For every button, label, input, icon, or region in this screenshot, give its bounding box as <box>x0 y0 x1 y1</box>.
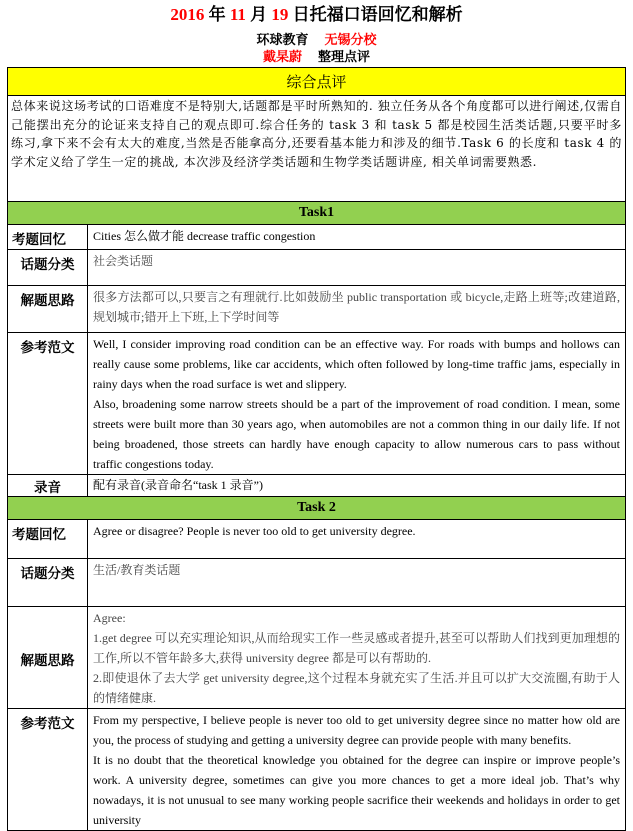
task2-approach-l2: 1.get degree 可以充实理论知识,从而给现实工作一些灵感或者提升,甚至可以帮助人们找到更加理想的工作,所以不管年龄多大,获得 university degree 都是可以有帮助的. <box>93 631 620 665</box>
task1-recall: Cities 怎么做才能 decrease traffic congestion <box>88 225 626 250</box>
title-year: 2016 <box>170 5 205 24</box>
task1-recording-row <box>8 475 626 497</box>
content-table <box>7 67 626 831</box>
task1-recording-label: 录音 <box>8 475 88 497</box>
task1-header-row <box>8 202 626 225</box>
title-rest: 日托福口语回忆和解析 <box>288 5 463 24</box>
task1-sample-label: 参考范文 <box>8 333 88 475</box>
branch-name: 无锡分校 <box>324 33 377 48</box>
author-line <box>0 50 633 66</box>
org-name: 环球教育 <box>256 33 309 48</box>
task2-approach <box>88 607 626 709</box>
task2-sample-p2: It is no doubt that the theoretical knowledge you obtained for the degree can inspire or improve people’s work. A university degree, sometimes can give you more chances to get a more ideal job. That’s why nowadays, it is not unusual to see many working people sacrifice their weekends and holidays in order to get university <box>93 753 620 827</box>
task1-sample-p2: Also, broadening some narrow streets should be a part of the improvement of road condition. I mean, some streets were built more than 30 years ago, when automobiles are not a common thing in our daily life. If not being broadened, those streets can hardly have enough capacity to allow numerous cars to pass without traffic congestions today. <box>93 397 620 471</box>
task1-category-row <box>8 250 626 286</box>
title-nian: 年 <box>204 5 230 24</box>
task2-recall-row <box>8 520 626 559</box>
task1-recall-label: 考题回忆 <box>8 225 88 250</box>
task2-header-row <box>8 497 626 520</box>
document-title <box>0 4 633 26</box>
task2-approach-l3: 2.即使退休了去大学 get university degree,这个过程本身就充实了生活.并且可以扩大交流圈,有助于人的情绪健康. <box>93 671 620 705</box>
title-yue: 月 <box>245 5 272 24</box>
task1-title: Task1 <box>8 202 626 225</box>
task2-recall-label: 考题回忆 <box>8 520 88 559</box>
task2-category: 生活/教育类话题 <box>88 559 626 607</box>
task2-approach-label: 解题思路 <box>8 607 88 709</box>
task1-sample-row <box>8 333 626 475</box>
task1-category-label: 话题分类 <box>8 250 88 286</box>
summary-heading: 综合点评 <box>8 68 626 96</box>
task2-sample <box>88 709 626 831</box>
org-line <box>0 33 633 49</box>
author-role: 整理点评 <box>318 50 371 65</box>
title-month: 11 <box>229 5 246 24</box>
task2-approach-row <box>8 607 626 709</box>
title-day: 19 <box>271 5 289 24</box>
task1-sample-p1: Well, I consider improving road condition can be an effective way. For roads with bumps and hollows can really cause some problems, like car accidents, which often followed by long-time traffic jams, especially in rainy days when the road surface is wet and slippery. <box>93 337 620 391</box>
task2-category-row <box>8 559 626 607</box>
summary-row <box>8 96 626 202</box>
author-name: 戴杲蔚 <box>262 50 302 65</box>
task1-sample <box>88 333 626 475</box>
task2-approach-l1: Agree: <box>93 611 126 625</box>
summary-heading-row <box>8 68 626 96</box>
task1-recording: 配有录音(录音命名“task 1 录音”) <box>88 475 626 497</box>
task1-approach-row <box>8 286 626 333</box>
task1-recall-row <box>8 225 626 250</box>
task2-recall: Agree or disagree? People is never too old to get university degree. <box>88 520 626 559</box>
task1-approach-label: 解题思路 <box>8 286 88 333</box>
task2-category-label: 话题分类 <box>8 559 88 607</box>
task1-category: 社会类话题 <box>88 250 626 286</box>
task1-approach: 很多方法都可以,只要言之有理就行.比如鼓励坐 public transportation 或 bicycle,走路上班等;改建道路,规划城市;错开上下班,上下学时间等 <box>88 286 626 333</box>
task2-sample-row <box>8 709 626 831</box>
task2-title: Task 2 <box>8 497 626 520</box>
task2-sample-label: 参考范文 <box>8 709 88 831</box>
task2-sample-p1: From my perspective, I believe people is never too old to get university degree since no matter how old are you, the process of studying and getting a university degree can provide people with many benefits. <box>93 713 620 747</box>
summary-text: 总体来说这场考试的口语难度不是特别大,话题都是平时所熟知的. 独立任务从各个角度都可以进行阐述,仅需自己能摆出充分的论证来支持自己的观点即可.综合任务的 task 3 和 task 5 都是校园生活类话题,只要平时多练习,拿下来不会有太大的难度,当然是否能拿高分,还要看基本能力和涉及的细节.Task 6 的长度和 task 4 的学术定义给了学生一定的挑战, 本次涉及经济学类话题和生物学类话题讲座, 相关单词需要熟悉. <box>8 96 626 202</box>
